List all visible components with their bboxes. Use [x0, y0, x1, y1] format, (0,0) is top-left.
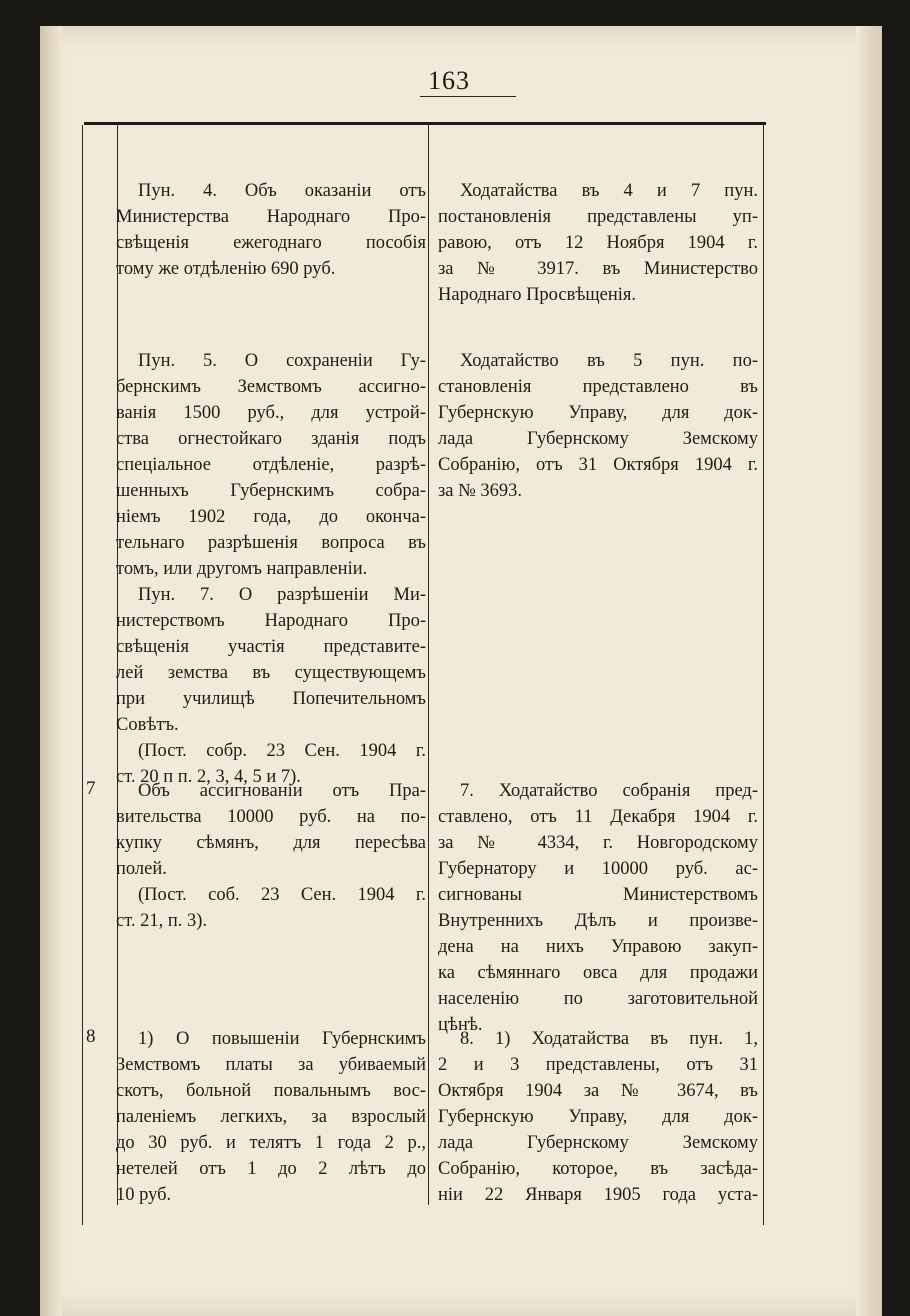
entry-1-question [116, 178, 426, 282]
text-line: свѣщенія участія представите- [116, 637, 426, 657]
text-line: Народнаго Просвѣщенія. [438, 285, 637, 305]
text-line: цѣнѣ. [438, 1015, 483, 1035]
entry-number: 7 [86, 778, 96, 799]
text-line: Земствомъ платы за убиваемый [116, 1055, 426, 1075]
text-line: спеціальное отдѣленіе, разрѣ- [116, 455, 426, 475]
text-line: ванія 1500 руб., для устрой- [116, 403, 426, 423]
text-line: Губернскую Управу, для док- [438, 403, 758, 423]
text-line: Совѣтъ. [116, 715, 179, 735]
text-line: Октября 1904 за № 3674, въ [438, 1081, 758, 1101]
text-line: 7. Ходатайство собранія пред- [460, 781, 758, 801]
text-line: ка сѣмяннаго овса для продажи [438, 963, 758, 983]
text-line: сигнованы Министерствомъ [438, 885, 758, 905]
text-line: томъ, или другомъ направленіи. [116, 559, 368, 579]
text-line: за № 4334, г. Новгородскому [438, 833, 758, 853]
text-line: тому же отдѣленію 690 руб. [116, 259, 336, 279]
page-number-underline [420, 96, 516, 97]
entry-8-response [438, 1026, 758, 1208]
text-line: Объ ассигнованіи отъ Пра- [138, 781, 426, 801]
text-line: лада Губернскому Земскому [438, 1133, 758, 1153]
text-line: постановленія представлены уп- [438, 207, 758, 227]
entry-7-response [438, 778, 758, 1038]
text-line: Пун. 5. О сохраненіи Гу- [138, 351, 426, 371]
text-line: бернскимъ Земствомъ ассигно- [116, 377, 426, 397]
entry-1-response [438, 178, 758, 308]
text-line: за № 3693. [438, 481, 523, 501]
page-number: 163 [428, 66, 470, 95]
text-line: купку сѣмянъ, для пересѣва [116, 833, 426, 853]
text-line: Губернскую Управу, для док- [438, 1107, 758, 1127]
middle-column-rule [428, 125, 429, 1205]
text-line: нистерствомъ Народнаго Про- [116, 611, 426, 631]
table-left-rule [82, 125, 83, 1225]
text-line: Пун. 4. Объ оказаніи отъ [138, 181, 426, 201]
text-line: ставлено, отъ 11 Декабря 1904 г. [438, 807, 758, 827]
text-line: 1) О повышеніи Губернскимъ [138, 1029, 426, 1049]
entry-2-question [116, 348, 426, 790]
text-line: тельнаго разрѣшенія вопроса въ [116, 533, 426, 553]
text-line: ніемъ 1902 года, до оконча- [116, 507, 426, 527]
text-line: Ходатайство въ 5 пун. по- [460, 351, 758, 371]
text-line: Губернатору и 10000 руб. ас- [438, 859, 758, 879]
text-line: 10 руб. [116, 1185, 172, 1205]
text-line: шенныхъ Губернскимъ собра- [116, 481, 426, 501]
text-line: паленіемъ легкихъ, за взрослый [116, 1107, 426, 1127]
text-line: лада Губернскому Земскому [438, 429, 758, 449]
text-line: Собранію, отъ 31 Октября 1904 г. [438, 455, 758, 475]
table-top-rule [84, 122, 766, 125]
text-line: при училищѣ Попечительномъ [116, 689, 426, 709]
text-line: населенію по заготовительной [438, 989, 758, 1009]
text-line: 8. 1) Ходатайства въ пун. 1, [460, 1029, 758, 1049]
text-line: равою, отъ 12 Ноября 1904 г. [438, 233, 758, 253]
text-line: свѣщенія ежегоднаго пособія [116, 233, 426, 253]
text-line: ст. 20 п п. 2, 3, 4, 5 и 7). [116, 767, 301, 787]
text-line: дена на нихъ Управою закуп- [438, 937, 758, 957]
entry-number: 8 [86, 1026, 96, 1047]
table-right-rule [763, 125, 764, 1225]
text-line: лей земства въ существующемъ [116, 663, 426, 683]
page-binding-shadow [40, 26, 62, 1316]
page-edge [856, 26, 882, 1316]
text-line: за № 3917. въ Министерство [438, 259, 758, 279]
text-line: вительства 10000 руб. на по- [116, 807, 426, 827]
entry-7-question [116, 778, 426, 934]
text-line: Пун. 7. О разрѣшеніи Ми- [138, 585, 426, 605]
text-line: ст. 21, п. 3). [116, 911, 208, 931]
text-line: ства огнестойкаго зданія подъ [116, 429, 426, 449]
text-line: полей. [116, 859, 167, 879]
text-line: становленія представлено въ [438, 377, 758, 397]
text-line: Ходатайства въ 4 и 7 пун. [460, 181, 758, 201]
text-line: скотъ, больной повальнымъ вос- [116, 1081, 426, 1101]
text-line: ніи 22 Января 1905 года уста- [438, 1185, 758, 1205]
text-line: 2 и 3 представлены, отъ 31 [438, 1055, 758, 1075]
text-line: до 30 руб. и телятъ 1 года 2 р., [116, 1133, 426, 1153]
text-line: нетелей отъ 1 до 2 лѣтъ до [116, 1159, 426, 1179]
text-line: (Пост. соб. 23 Сен. 1904 г. [138, 885, 426, 905]
entry-8-question [116, 1026, 426, 1208]
text-line: (Пост. собр. 23 Сен. 1904 г. [138, 741, 426, 761]
text-line: Министерства Народнаго Про- [116, 207, 426, 227]
text-line: Внутреннихъ Дѣлъ и произве- [438, 911, 758, 931]
text-line: Собранію, которое, въ засѣда- [438, 1159, 758, 1179]
entry-2-response [438, 348, 758, 504]
